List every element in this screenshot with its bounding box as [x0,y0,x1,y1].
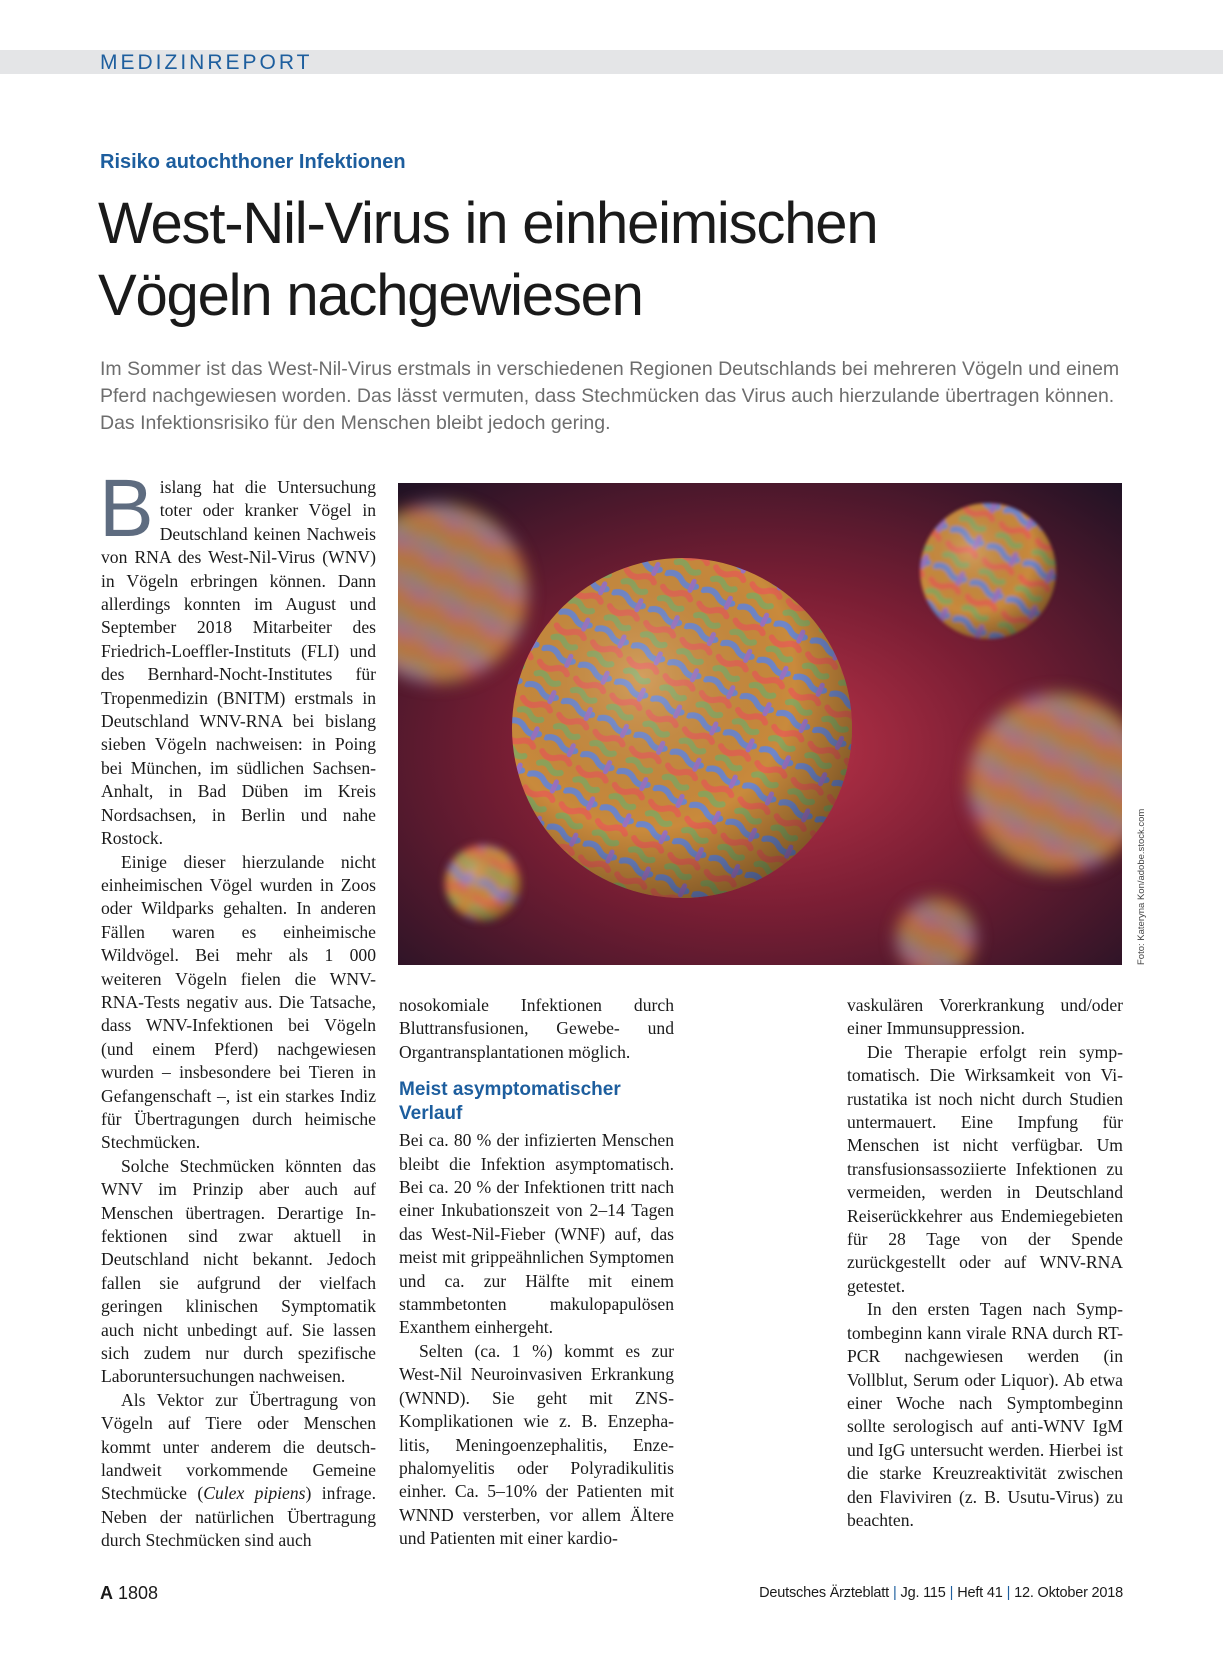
journal-issue: Heft 41 [957,1585,1003,1601]
paragraph: Die Therapie erfolgt rein symptomatisch. Die Wirksamkeit von Virustatika ist noch nicht durch Studien untermauert. Eine Impfung für Menschen ist nicht verfügbar. Um transfusionsassoziierte Infektionen zu vermeiden, werden in Deutschland Reiserückkehrer aus Endemiegebieten für 28 Tage von der Spende zurückgestellt oder auf WNV-RNA getestet. [847,1041,1123,1296]
separator: | [892,1585,897,1601]
title-line-1: West-Nil-Virus in einheimischen [98,191,878,256]
paragraph: nosokomiale Infektionen durch Bluttransfusionen, Gewebe- und Organtransplantationen möglich. [399,995,674,1062]
article-lead: Im Sommer ist das West-Nil-Virus erstmals in verschiedenen Regionen Deutschlands bei mehreren Vögeln und einem Pferd nachgewiesen worden. Das lässt vermuten, dass Stechmücken das Virus auch hierzulande übertragen können. Das Infektionsrisiko für den Menschen bleibt jedoch gering. [100,358,1120,434]
section-heading: Meist asymptomatischer Verlauf [399,1079,621,1125]
paragraph: Selten (ca. 1 %) kommt es zur West-Nil Neuroinvasiven Erkrankung (WNND). Sie geht mit ZNS-Komplikationen wie z. B. Enzephalitis, Meningoenzephalitis, Enzephalomyelitis oder Polyradikulitis einher. Ca. 5–10% der Patienten mit WNND versterben, vor allem Ältere und Patienten mit einer kardio- [399,1340,674,1549]
article-title [98,188,1138,332]
paragraph: Bei ca. 80 % der infizierten Menschen bleibt die Infektion asymptomatisch. Bei ca. 20 % der Infektionen tritt nach einer Inkubationszeit von 2–14 Tagen das West-Nil-Fieber (WNF) auf, das meist mit grippeähnlichen Symptomen und ca. zur Hälfte mit einem stammbetonten makulopapulösen Exanthem einhergeht. [399,1130,674,1338]
species-name: Culex pipiens [203,1483,306,1504]
article-kicker: Risiko autochthoner Infektionen [100,151,406,173]
paragraph [99,463,376,851]
journal-volume: Jg. 115 [900,1585,946,1601]
paragraph: In den ersten Tagen nach Symptombeginn kann virale RNA durch RT-PCR nachgewiesen werden (in Vollblut, Serum oder Liquor). Ab etwa einer Woche nach Symptombeginn sollte serologisch auf anti-WNV IgM und IgG untersucht werden. Hierbei ist die starke Kreuzreaktivität zwischen den Flaviviren (z. B. Usutu-Virus) zu beachten. [847,1299,1123,1530]
photo-credit: Foto: Kateryna Kon/adobe.stock.com [1136,808,1147,965]
page-prefix: A [100,1583,113,1603]
paragraph-text: ) infrage. Neben der natürlichen Übertragung durch Stechmücken sind auch [101,1483,376,1551]
text-column-3 [847,994,1123,1532]
separator: | [1006,1585,1011,1601]
separator: | [949,1585,954,1601]
paragraph-text: islang hat die Untersuchung toter oder kranker Vögel in Deutschland keinen Nachweis von RNA des West-Nil-Virus (WNV) in Vögeln erbringen können. Dann allerdings konnten im August und September 2018 Mitarbeiter des Friedrich-Loeffler-Instituts (FLI) und des Bernhard-Nocht-Institutes für Tropenmedizin (BNITM) erstmals in Deutschland WNV-RNA bei bislang sieben Vögeln nachweisen: in Poing bei München, im südlichen Sachsen-Anhalt, in Bad Düben im Kreis Nordsachsen, in Berlin und nahe Rostock. [101,477,376,849]
journal-date: 12. Oktober 2018 [1014,1585,1123,1601]
text-column-1 [99,463,376,1553]
virus-illustration-svg [398,483,1122,965]
page-number-value: 1808 [118,1583,159,1603]
paragraph: Einige dieser hierzulande nicht einheimischen Vögel wurden in Zoos oder Wildparks gehalten. In anderen Fällen waren es einheimische Wildvögel. Bei mehr als 1 000 weiteren Vögeln fielen die WNV-RNA-Tests negativ aus. Die Tatsache, dass WNV-Infektionen bei Vögeln (und einem Pferd) nachgewiesen wurden – insbesondere bei Tieren in Gefangenschaft –, ist ein starkes Indiz für Übertragungen durch heimische Stechmücken. [101,851,376,1153]
virus-illustration [398,483,1122,965]
drop-cap: B [99,463,154,554]
paragraph [101,1389,376,1553]
paragraph-text: Als Vektor zur Übertragung von Vögeln auf Tiere oder Menschen kommt unter anderem die deutschlandweit vorkommende Gemeine Stechmücke ( [101,1389,376,1504]
journal-info [759,1585,1123,1601]
paragraph: vaskulären Vorerkrankung und/oder einer Immunsuppression. [847,995,1123,1039]
paragraph: Solche Stechmücken könnten das WNV im Prinzip aber auch auf Menschen übertragen. Derartige Infektionen sind zwar aktuell in Deutschland nicht bekannt. Jedoch fallen sie aufgrund der vielfach geringen klinischen Symptomatik auch nicht unbedingt auf. Sie lassen sich zudem nur durch spezifische Laboruntersuchungen nachweisen. [101,1155,376,1387]
section-label: MEDIZINREPORT [100,51,313,74]
title-line-2: Vögeln nachgewiesen [98,263,643,328]
journal-name: Deutsches Ärzteblatt [759,1585,889,1601]
text-column-2 [399,994,674,1551]
page-number [100,1583,158,1604]
